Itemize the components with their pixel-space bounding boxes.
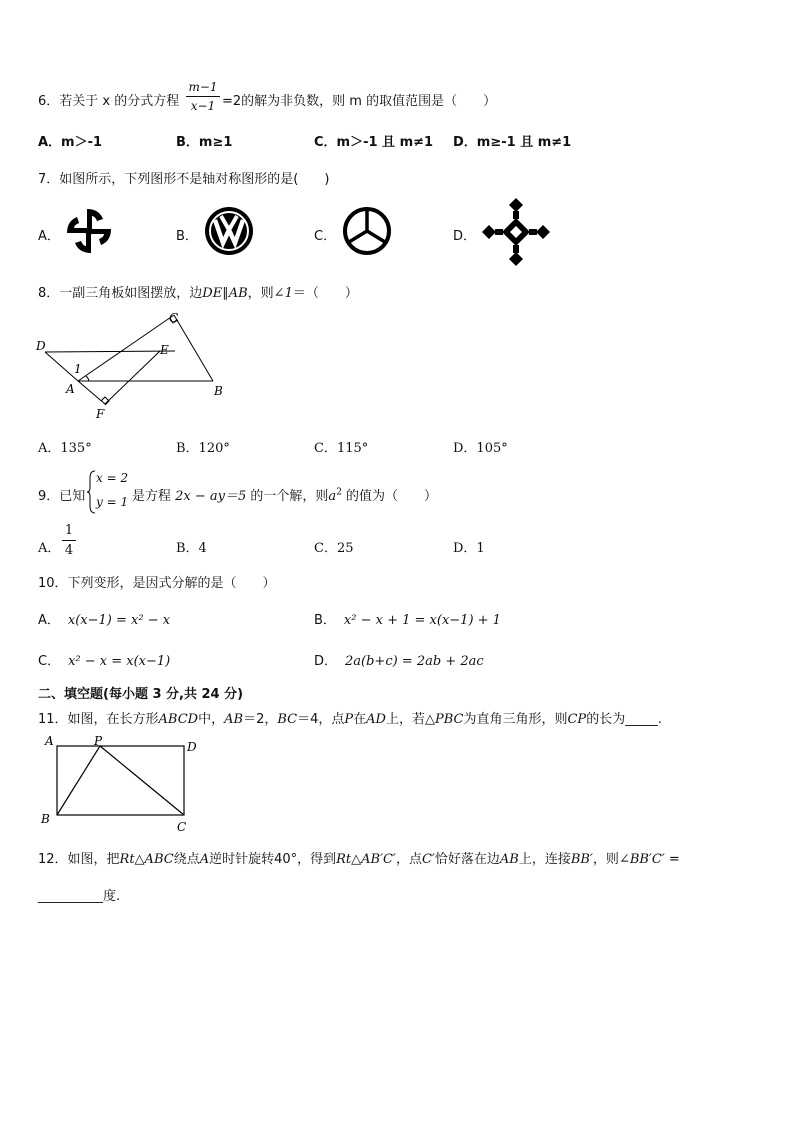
q12-answer-line: [38, 885, 120, 904]
q12-text: [38, 848, 680, 867]
vw-logo-icon: [204, 206, 254, 256]
q12-angle: ∠BB′C′: [618, 852, 665, 867]
q8-parallel: ∥: [222, 286, 229, 301]
q9-a: a: [328, 489, 337, 504]
q9-option-a-fraction: [62, 523, 76, 558]
label-d: D: [36, 339, 46, 353]
q10-option-d: [314, 650, 484, 669]
q12-cprime: C′: [421, 852, 435, 867]
q9-equation: 2x − ay＝5: [175, 489, 247, 504]
q12-text-c: 逆时针旋转40°，得到: [209, 852, 337, 867]
q12-unit: 度.: [103, 889, 121, 904]
q9-option-a-label: A．: [38, 541, 61, 556]
q11-bc: BC: [277, 712, 298, 727]
q11-text: [38, 708, 662, 727]
q9-option-c: C．25: [314, 541, 354, 556]
q8-option-a: A．135°: [38, 441, 92, 456]
q11-text-a: 11．如图，在长方形: [38, 712, 159, 727]
q7-option-b: B．: [176, 229, 198, 244]
segment-pb: [57, 746, 100, 815]
q12-text-a: 12．如图，把: [38, 852, 120, 867]
q6-option-a: A．m＞-1: [38, 135, 103, 150]
q8-triangle-figure: [34, 308, 234, 426]
q6-option-c: C．m＞-1 且 m≠1: [314, 135, 434, 150]
fraction-bar: [62, 540, 76, 541]
rectangle-abcd: [57, 746, 184, 815]
q11-ab: AB: [224, 712, 244, 727]
q11-text-f: 上，若△: [385, 712, 435, 727]
q10-option-c-expr: x² − x = x(x−1): [68, 654, 171, 669]
q11-text-d: ＝4，点: [297, 712, 345, 727]
segment-cb: [174, 315, 213, 381]
q11-text-h: 的长为: [586, 712, 626, 727]
q8-text: [38, 282, 358, 301]
q9-option-b: B．4: [176, 541, 207, 556]
label-a: A: [45, 734, 54, 748]
q9-text: [132, 485, 437, 504]
q10-option-b-label: B．: [314, 613, 336, 628]
q6-frac-numerator: m−1: [188, 80, 218, 94]
q11-p: P: [344, 712, 354, 727]
q7-option-c: C．: [314, 229, 337, 244]
q10-option-a: [38, 609, 170, 628]
label-p: P: [94, 734, 103, 748]
q6-suffix: =2的解为非负数，则 m 的取值范围是（ ）: [222, 94, 497, 109]
segment-fe: [105, 351, 160, 404]
q9-mid: 是方程: [132, 489, 176, 504]
q6-fraction: [186, 80, 220, 113]
q10-option-c-label: C．: [38, 654, 61, 669]
q11-rectangle-figure: [36, 730, 216, 834]
q12-text-e: 恰好落在边: [434, 852, 500, 867]
mercedes-logo-icon: [342, 206, 392, 256]
q11-abcd: ABCD: [158, 712, 199, 727]
q8-text-b: ，则: [247, 286, 274, 301]
diamond-cross-icon: [481, 197, 551, 267]
q6-option-b: B．m≥1: [176, 135, 233, 150]
q6-option-d: D．m≥-1 且 m≠1: [453, 135, 572, 150]
q9-system-line2: y = 1: [96, 495, 129, 509]
q8-angle: ∠1: [273, 286, 293, 301]
q12-text-f: 上，连接: [518, 852, 571, 867]
label-f: F: [96, 407, 105, 421]
q8-text-c: ＝（ ）: [292, 286, 358, 301]
q7-option-d: D．: [453, 229, 477, 244]
q9-suffix-a: 的一个解，则: [246, 489, 329, 504]
q6-prefix: 6．若关于 x 的分式方程: [38, 94, 180, 109]
q11-text-g: 为直角三角形，则: [463, 712, 568, 727]
q11-text-e: 在: [353, 712, 367, 727]
label-b: B: [214, 384, 223, 398]
q12-text-d: ，点: [395, 852, 422, 867]
q7-option-a: A．: [38, 229, 60, 244]
q11-text-b: 中，: [198, 712, 225, 727]
q10-option-d-label: D．: [314, 654, 338, 669]
pinwheel-icon: [62, 204, 116, 258]
q6-frac-denominator: x−1: [190, 99, 216, 113]
q9-system-line1: x = 2: [96, 471, 129, 485]
q8-ab: AB: [228, 286, 248, 301]
q8-option-d: D．105°: [453, 441, 508, 456]
q9-prefix: 9．已知: [38, 489, 86, 504]
label-d: D: [187, 740, 197, 754]
angle-arc-1: [86, 376, 89, 381]
q12-rt1: Rt△ABC: [119, 852, 174, 867]
q11-text-c: ＝2，: [243, 712, 278, 727]
q9-frac-numerator: 1: [64, 523, 74, 538]
q9-frac-denominator: 4: [64, 543, 74, 558]
label-c: C: [177, 820, 187, 834]
section-title: 二、填空题(每小题 3 分,共 24 分): [38, 687, 244, 702]
q12-text-b: 绕点: [173, 852, 200, 867]
fraction-bar: [186, 96, 220, 97]
label-b: B: [41, 812, 50, 826]
q12-answer-blank[interactable]: __________: [38, 889, 103, 904]
q11-answer-blank[interactable]: _____: [625, 712, 658, 727]
q11-end: .: [657, 712, 662, 727]
q10-text: 10．下列变形，是因式分解的是（ ）: [38, 576, 276, 591]
label-a: A: [66, 382, 75, 396]
q10-option-b-expr: x² − x + 1 = x(x−1) + 1: [343, 613, 501, 628]
q7-text: 7．如图所示，下列图形不是轴对称图形的是( ): [38, 172, 330, 187]
q11-ad: AD: [366, 712, 386, 727]
q12-text-g: ，则: [592, 852, 619, 867]
system-brace: [86, 470, 96, 514]
q10-option-c: [38, 650, 170, 669]
q11-cp: CP: [567, 712, 587, 727]
q12-rt2: Rt△AB′C′: [336, 852, 396, 867]
segment-de: [45, 351, 175, 352]
q10-option-a-label: A．: [38, 613, 60, 628]
segment-pc: [100, 746, 184, 815]
q11-pbc: PBC: [434, 712, 464, 727]
q10-option-b: [314, 609, 501, 628]
label-e: E: [160, 343, 169, 357]
q12-ab: AB: [499, 852, 519, 867]
q12-bbp: BB′: [570, 852, 593, 867]
q10-option-a-expr: x(x−1) = x² − x: [67, 613, 171, 628]
q12-a: A: [199, 852, 210, 867]
q9-option-d: D．1: [453, 541, 485, 556]
q12-text-h: =: [664, 852, 680, 867]
q9-sup: 2: [336, 487, 342, 498]
label-c: C: [169, 311, 179, 325]
q10-option-d-expr: 2a(b+c) = 2ab + 2ac: [345, 654, 484, 669]
q8-text-a: 8．一副三角板如图摆放，边: [38, 286, 203, 301]
q8-option-c: C．115°: [314, 441, 369, 456]
q8-option-b: B．120°: [176, 441, 230, 456]
q8-de: DE: [202, 286, 223, 301]
label-1: 1: [74, 362, 82, 376]
q9-suffix-b: 的值为（ ）: [341, 489, 438, 504]
